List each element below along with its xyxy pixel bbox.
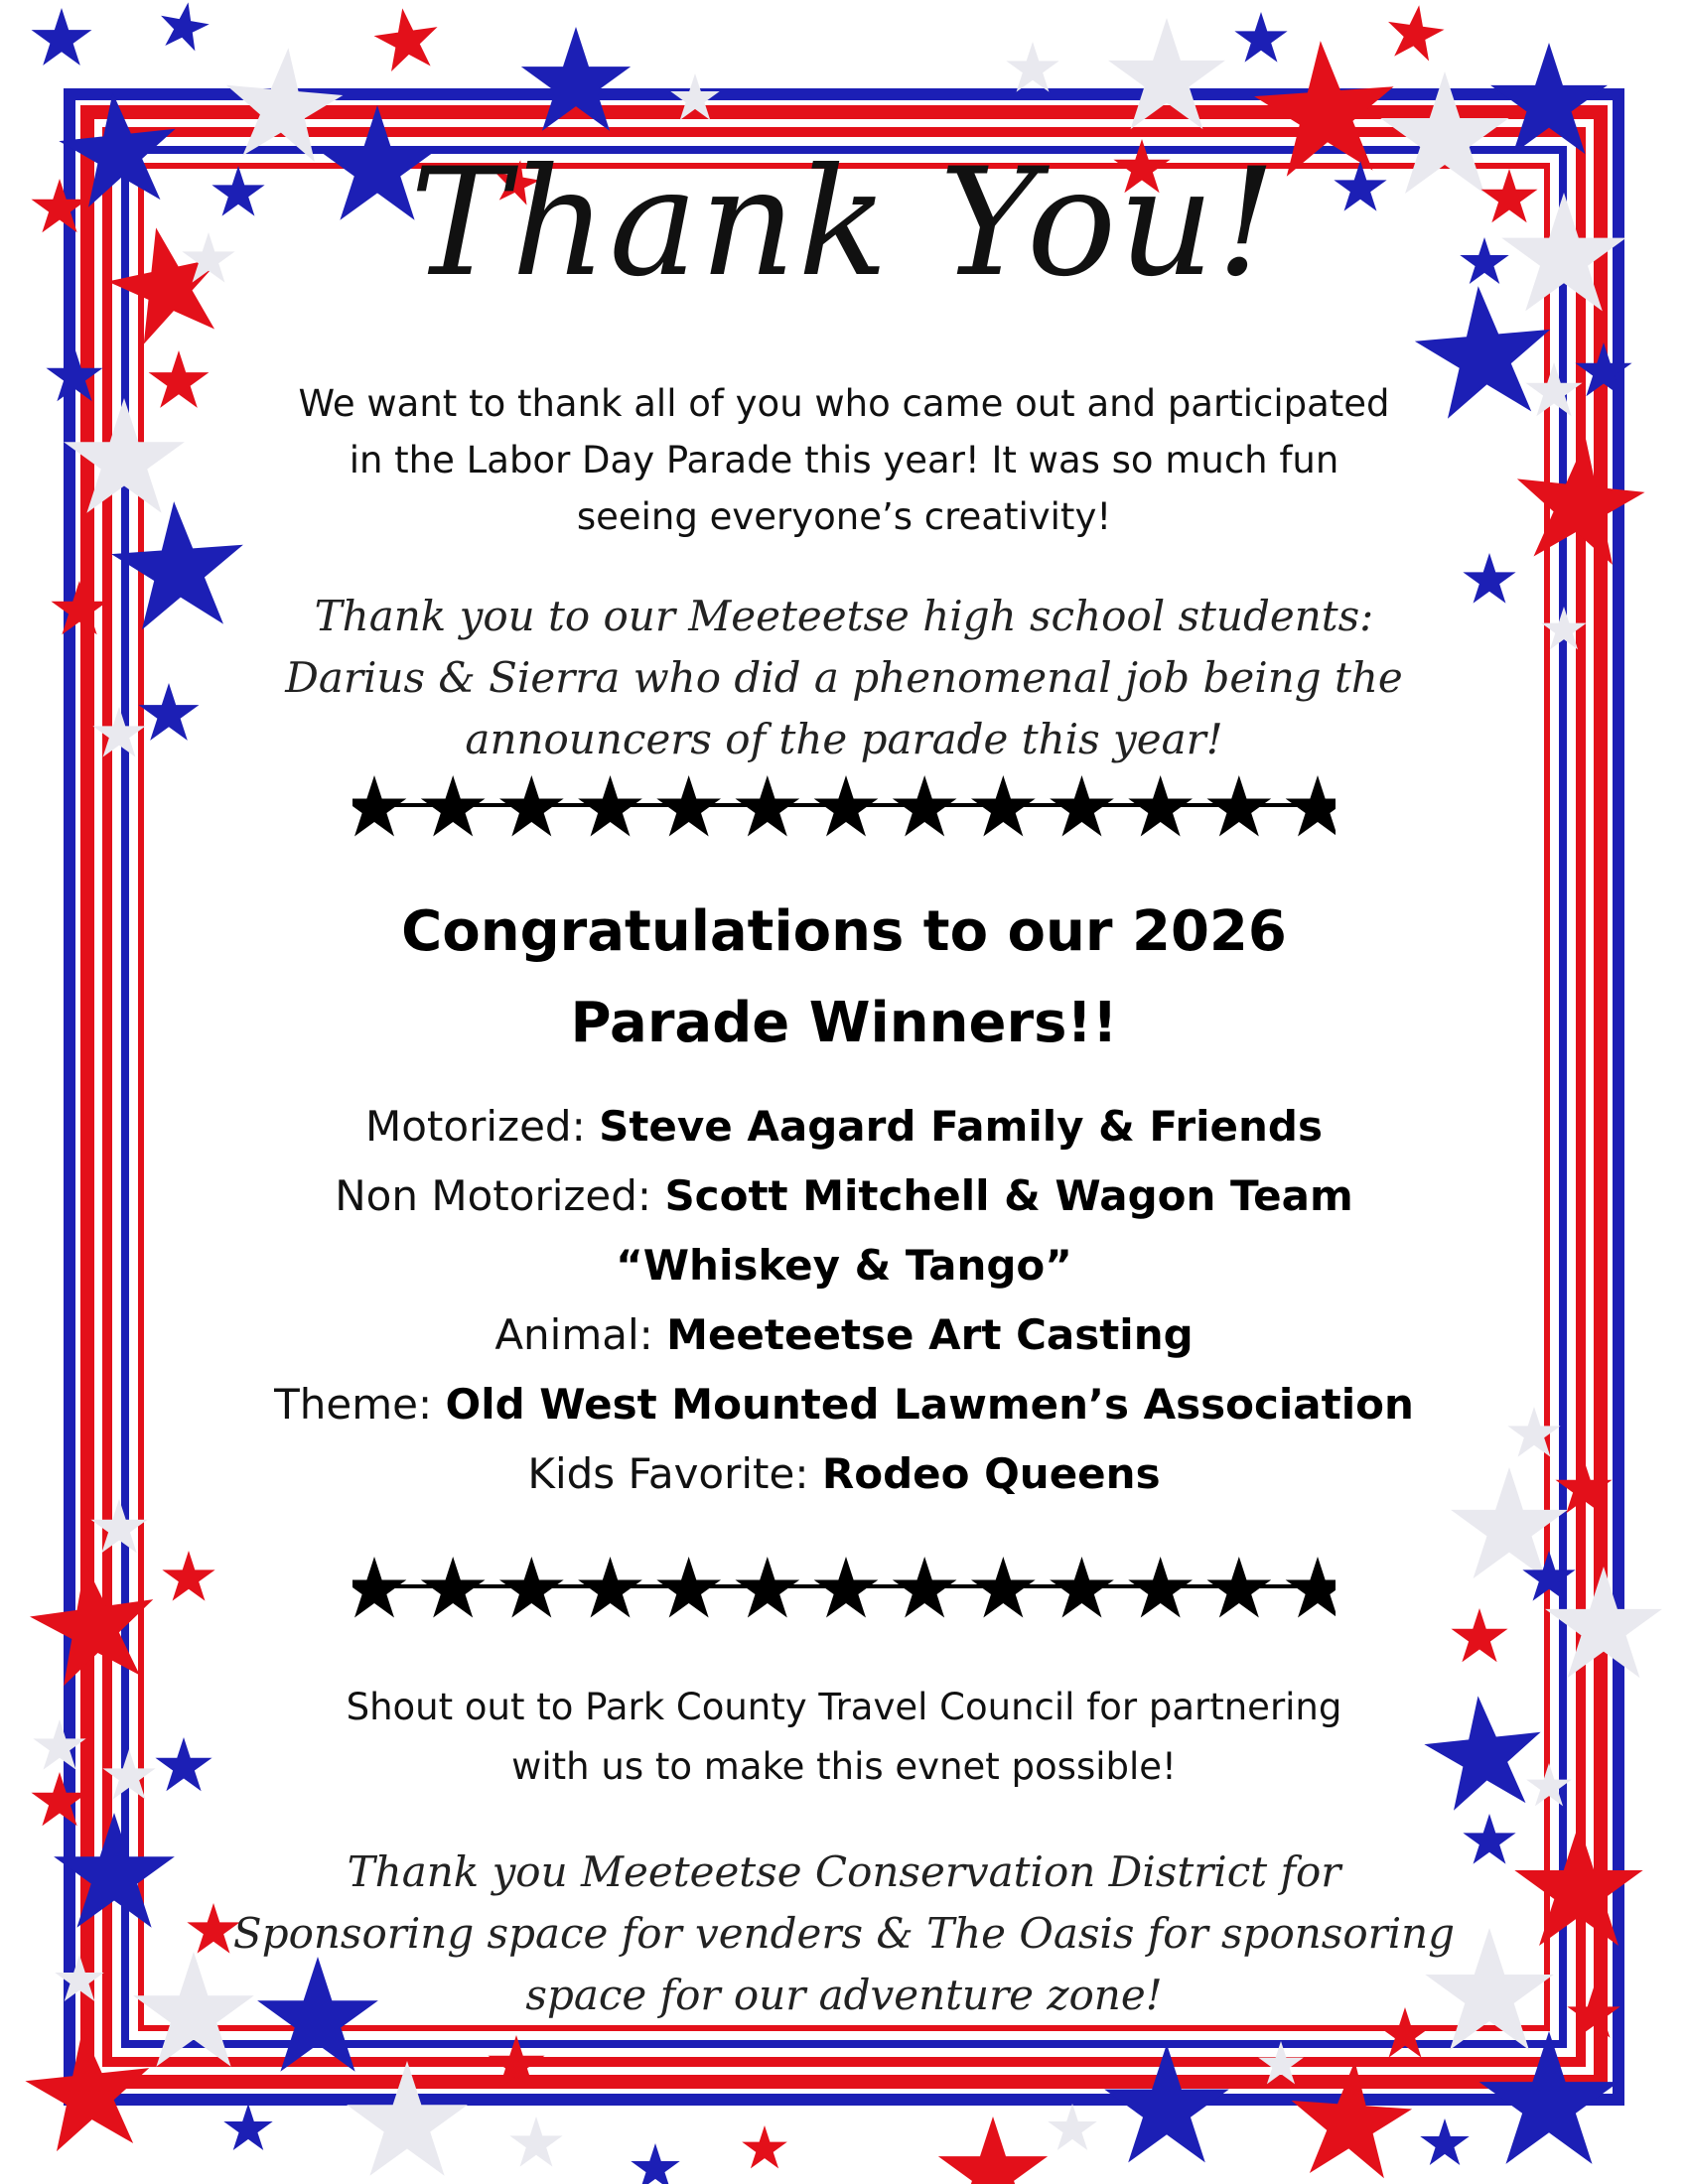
winner-name: Scott Mitchell & Wagon Team [664,1171,1353,1220]
winner-category: Motorized: [365,1102,600,1151]
sponsor-paragraph [199,1842,1489,2026]
winner-row [199,1231,1489,1300]
winner-name: Old West Mounted Lawmen’s Association [445,1380,1414,1429]
intro-line: We want to thank all of you who came out and participated [298,382,1390,425]
winner-row [199,1300,1489,1370]
star-divider-bottom [352,1554,1336,1623]
congratulations-heading [228,887,1460,1069]
winner-row [199,1370,1489,1439]
winner-category: Kids Favorite: [527,1449,822,1498]
winner-row [199,1092,1489,1161]
thank-you-title: Thank You! [409,137,1279,310]
winner-category: Non Motorized: [335,1171,665,1220]
students-line: Thank you to our Meeteetse high school students: [314,592,1374,640]
intro-paragraph [228,375,1460,545]
winner-name: Rodeo Queens [821,1449,1161,1498]
shout-line: Shout out to Park County Travel Council for partnering [346,1686,1342,1728]
winner-row [199,1161,1489,1231]
intro-line: seeing everyone’s creativity! [576,495,1112,538]
intro-line: in the Labor Day Parade this year! It was so much fun [349,439,1339,481]
sponsor-line: Sponsoring space for venders & The Oasis for sponsoring [232,1909,1456,1958]
shout-out-paragraph [228,1678,1460,1797]
winner-name: “Whiskey & Tango” [616,1241,1072,1290]
winner-row [199,1439,1489,1509]
congrats-line: Congratulations to our 2026 [401,899,1287,964]
congrats-line: Parade Winners!! [570,991,1118,1055]
winner-category: Animal: [494,1310,667,1359]
students-line: Darius & Sierra who did a phenomenal job being the [285,653,1403,702]
students-line: announcers of the parade this year! [465,715,1223,763]
sponsor-line: space for our adventure zone! [525,1971,1163,2019]
winner-category: Theme: [274,1380,446,1429]
sponsor-line: Thank you Meeteetse Conservation District for [347,1847,1341,1896]
winners-list [199,1092,1489,1509]
star-divider-top [352,772,1336,842]
winner-name: Steve Aagard Family & Friends [599,1102,1323,1151]
winner-name: Meeteetse Art Casting [666,1310,1194,1359]
shout-line: with us to make this evnet possible! [511,1745,1177,1788]
students-paragraph [228,586,1460,770]
